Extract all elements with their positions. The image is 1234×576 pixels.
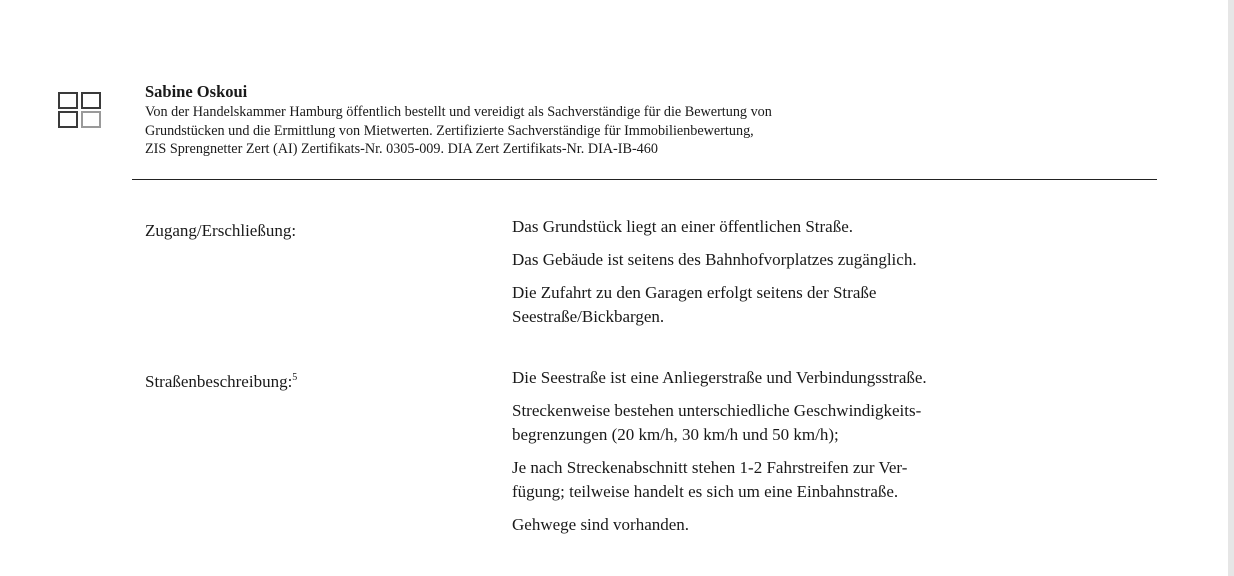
logo-square-top-right [82, 93, 100, 108]
section-label: Straßenbeschreibung:$^5$ [145, 372, 298, 391]
credentials-line: Grundstücken und die Ermittlung von Mietwerten. Zertifizierte Sachverständige für Immobilienbewertung, [145, 122, 754, 139]
section-paragraph: Die Zufahrt zu den Garagen erfolgt seitens der Straße Seestraße/Bickbargen. [512, 283, 877, 326]
four-squares-logo-icon [58, 92, 102, 128]
section-paragraph: Gehwege sind vorhanden. [512, 515, 690, 534]
footnote-marker: 5 [292, 372, 298, 383]
logo-square-bottom-left [59, 112, 77, 127]
section-content [512, 215, 1162, 338]
credentials-line: ZIS Sprengnetter Zert (AI) Zertifikats-Nr. 0305-009. DIA Zert Zertifikats-Nr. DIA-IB-460 [145, 141, 658, 157]
section-paragraph: Streckenweise bestehen unterschiedliche Geschwindigkeits- begrenzungen (20 km/h, 30 km/h und 50 km/h); [512, 401, 922, 444]
expert-name: Sabine Oskoui [145, 82, 248, 101]
section-paragraph: Das Grundstück liegt an einer öffentlichen Straße. [512, 217, 853, 236]
letterhead [145, 82, 1157, 159]
section-paragraph: Das Gebäude ist seitens des Bahnhofvorplatzes zugänglich. [512, 250, 917, 269]
logo-square-bottom-right [82, 112, 100, 127]
header-divider [132, 179, 1157, 180]
page-edge-shadow [1228, 0, 1234, 576]
credentials-line: Von der Handelskammer Hamburg öffentlich bestellt und vereidigt als Sachverständige für die Bewertung von [145, 104, 772, 120]
section-paragraph: Je nach Streckenabschnitt stehen 1-2 Fahrstreifen zur Ver- fügung; teilweise handelt es sich um eine Einbahnstraße. [512, 458, 908, 501]
expert-credentials [145, 103, 1157, 159]
section-label: Zugang/Erschließung: [145, 221, 297, 240]
logo-square-top-left [59, 93, 77, 108]
section-content [512, 366, 1162, 546]
section-paragraph: Die Seestraße ist eine Anliegerstraße und Verbindungsstraße. [512, 368, 927, 387]
